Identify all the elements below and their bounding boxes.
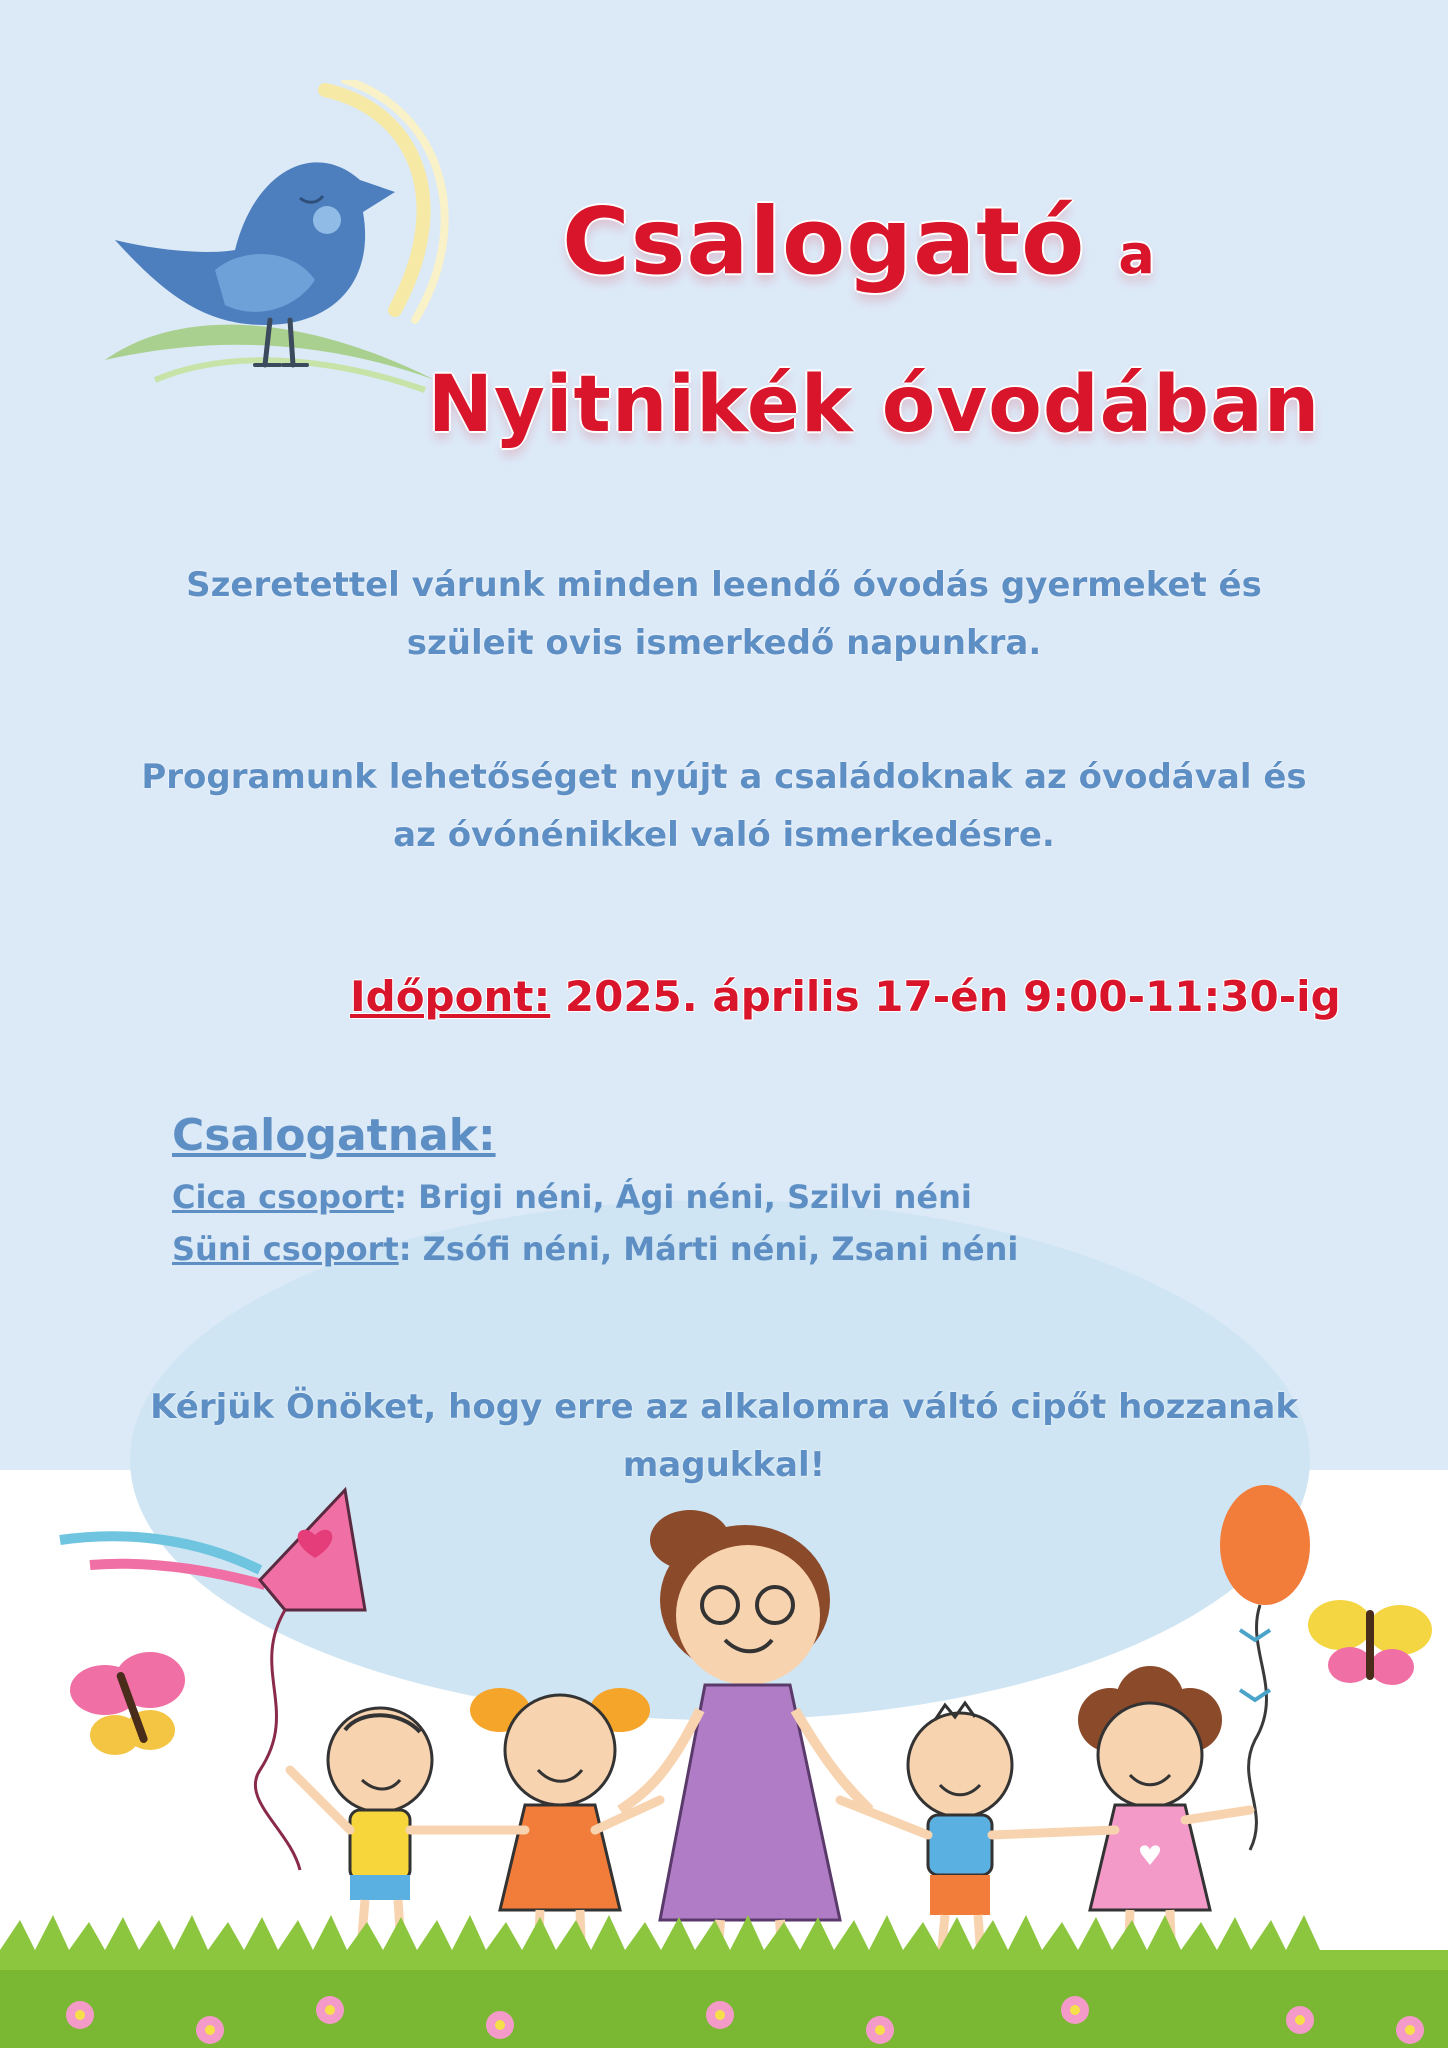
butterfly-left-icon <box>70 1652 185 1755</box>
title-small: a <box>1118 223 1156 286</box>
title-line-2: Nyitnikék óvodában <box>427 360 1321 450</box>
group-people: : Brigi néni, Ági néni, Szilvi néni <box>394 1178 972 1216</box>
intro-line-2: szüleit ovis ismerkedő napunkra. <box>406 623 1042 663</box>
group-people: : Zsófi néni, Márti néni, Zsani néni <box>398 1230 1019 1268</box>
groups-title: Csalogatnak: <box>172 1110 496 1161</box>
title-main: Csalogató <box>562 188 1086 295</box>
request-line-2: magukkal! <box>622 1445 826 1485</box>
program-line-2: az óvónénikkel való ismerkedésre. <box>393 815 1055 855</box>
event-date-label: Időpont: <box>350 972 551 1021</box>
balloon-icon <box>1220 1485 1310 1850</box>
children-scene-illustration <box>0 1470 1448 2048</box>
group-name: Cica csoport <box>172 1178 395 1216</box>
group-line-suni <box>172 1223 1018 1275</box>
event-date-value: 2025. április 17-én 9:00-11:30-ig <box>564 972 1341 1021</box>
title-line-1 <box>0 188 1448 295</box>
program-paragraph <box>0 748 1448 864</box>
request-line-1: Kérjük Önöket, hogy erre az alkalomra váltó cipőt hozzanak <box>150 1387 1298 1427</box>
event-date <box>350 972 1341 1021</box>
program-line-1: Programunk lehetőséget nyújt a családoknak az óvodával és <box>141 757 1307 797</box>
intro-paragraph <box>0 556 1448 672</box>
intro-line-1: Szeretettel várunk minden leendő óvodás gyermeket és <box>186 565 1262 605</box>
group-name: Süni csoport <box>172 1230 399 1268</box>
butterfly-right-icon <box>1308 1600 1432 1685</box>
groups-section <box>172 1110 1018 1275</box>
group-line-cica <box>172 1171 1018 1223</box>
